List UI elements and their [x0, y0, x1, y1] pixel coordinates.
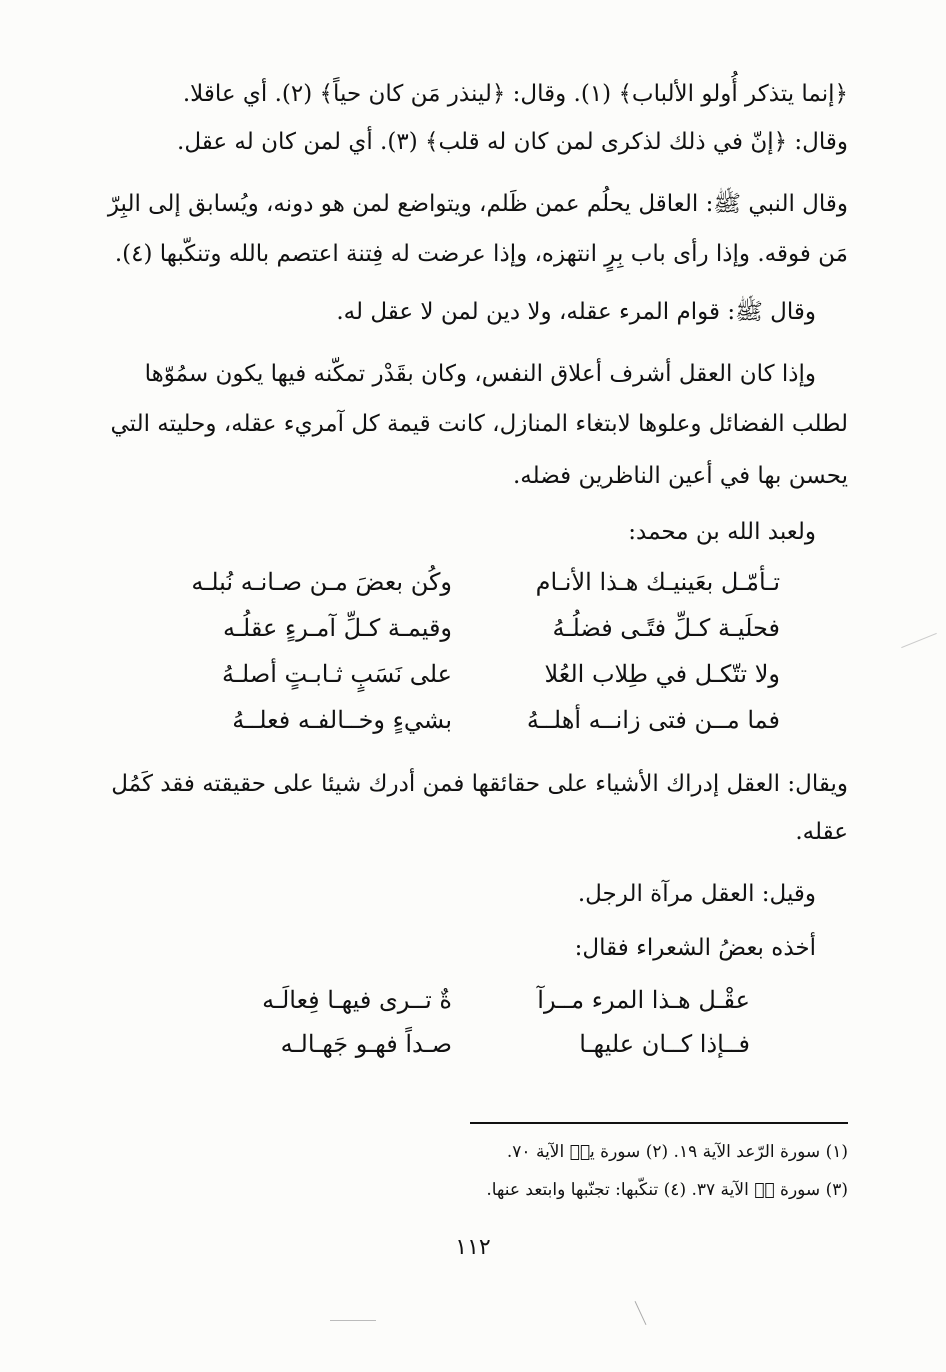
scan-mark: [901, 633, 937, 648]
scan-mark: [635, 1301, 647, 1325]
footnote-separator: [470, 1122, 848, 1124]
text-line: ويقال: العقل إدراك الأشياء على حقائقها فمن أدرك شيئا على حقيقته فقد كَمُل: [111, 771, 848, 797]
text-line: عقله.: [795, 819, 848, 845]
verse-hemistich: وكُن بعضَ مـن صـانـه نُبلـه: [191, 568, 452, 596]
text-line: وإذا كان العقل أشرف أعلاق النفس، وكان بقَدْر تمكّنه فيها يكون سمُوّها: [144, 361, 816, 387]
verse-hemistich: ولا تتّكـل في طِلاب العُلا: [544, 660, 780, 688]
page-number: ١١٢: [455, 1235, 491, 1260]
text-line: مَن فوقه. وإذا رأى باب بِرٍ انتهزه، وإذا عرضت له فِتنة اعتصم بالله وتنكّبها (٤).: [114, 241, 848, 267]
verse-hemistich: وقيمـة كـلِّ آمـرءٍ عقلُـه: [223, 614, 452, 642]
text-line: يحسن بها في أعين الناظرين فضله.: [512, 463, 848, 489]
text-line: وقال ﷺ: قوام المرء عقله، ولا دين لمن لا عقل له.: [336, 299, 816, 325]
verse-hemistich: على نَسَبٍ ثـابـتٍ أصلـهُ: [221, 660, 452, 688]
verse-hemistich: تـأمّـل بعَينيـك هـذا الأنـام: [535, 568, 780, 596]
text-line: وقيل: العقل مرآة الرجل.: [577, 881, 816, 907]
text-line: وقال: ﴿إنّ في ذلك لذكرى لمن كان له قلب﴾ (٣). أي لمن كان له عقل.: [177, 129, 848, 155]
verse-hemistich: بشيءٍ وخــالفـه فعلــهُ: [232, 706, 452, 734]
text-line: وقال النبي ﷺ: العاقل يحلُم عمن ظَلم، ويتواضع لمن هو دونه، ويُسابق إلى البِرّ: [107, 191, 848, 217]
verse-hemistich: عقْـل هـذا المرء مــرآ: [537, 986, 750, 1014]
footnote-line: (٣) سورة قۤ الآية ٣٧. (٤) تنكّبها: تجنّبها وابتعد عنها.: [486, 1180, 848, 1200]
verse-hemistich: فــإذا كــان عليهـا: [579, 1030, 750, 1058]
text-line: ولعبد الله بن محمد:: [628, 519, 816, 545]
scan-mark: [330, 1320, 376, 1321]
verse-hemistich: فحلَيـة كـلِّ فتًـى فضلُـهُ: [552, 614, 780, 642]
text-line: لطلب الفضائل وعلوها لابتغاء المنازل، كانت قيمة كل آمريء عقله، وحليته التي: [110, 411, 848, 437]
verse-hemistich: فما مــن فتى زانــه أهلــهُ: [526, 706, 780, 734]
footnote-line: (١) سورة الرّعد الآية ١٩. (٢) سورة يسۤ الآية ٧٠.: [506, 1142, 848, 1162]
verse-hemistich: صـداً فهـو جَهـالـه: [280, 1030, 452, 1058]
verse-hemistich: ةٌ تــرى فيهـا فِعالَـه: [262, 986, 452, 1014]
text-line: ﴿إنما يتذكر أُولو الألباب﴾ (١). وقال: ﴿لينذر مَن كان حياً﴾ (٢). أي عاقلا.: [182, 81, 848, 107]
text-line: أخذه بعضُ الشعراء فقال:: [574, 935, 816, 961]
